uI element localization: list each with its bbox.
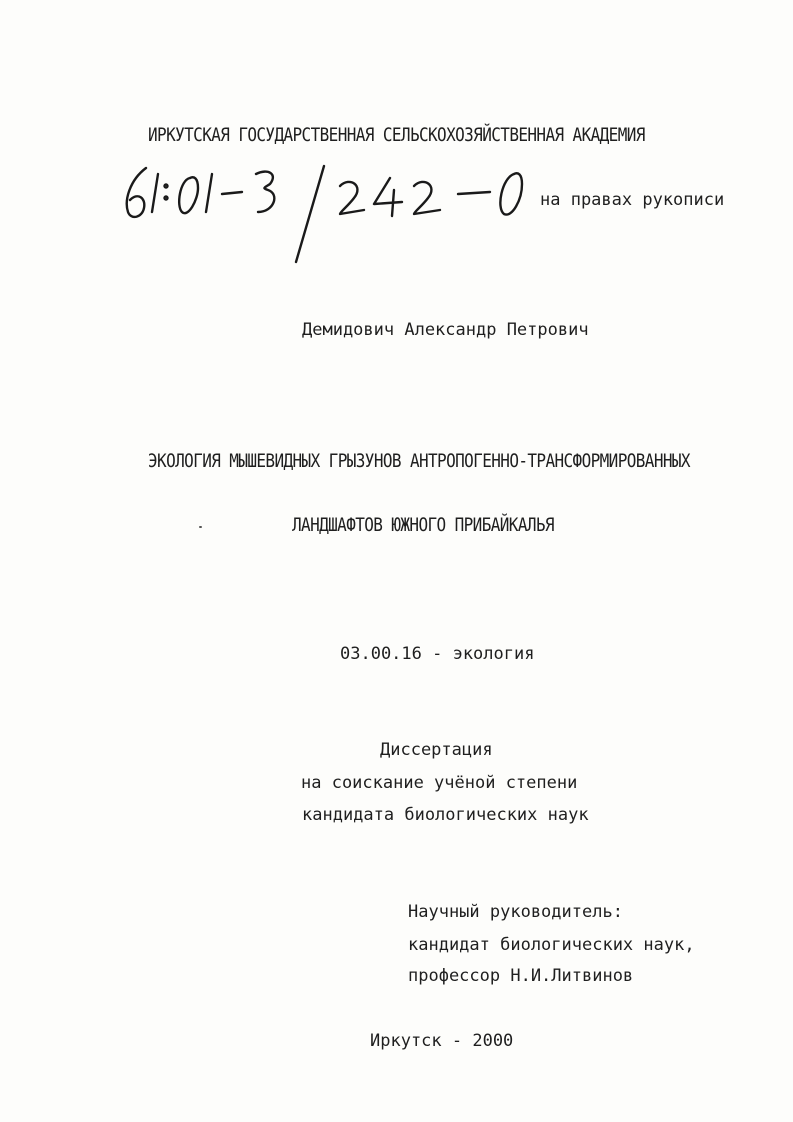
degree-line-3: кандидата биологических наук (302, 805, 589, 825)
institution-name: ИРКУТСКАЯ ГОСУДАРСТВЕННАЯ СЕЛЬСКОХОЗЯЙСТВЕННАЯ АКАДЕМИЯ (148, 123, 645, 146)
supervisor-name: профессор Н.И.Литвинов (408, 966, 634, 986)
degree-line-2: на соискание учёной степени (301, 773, 578, 793)
place-and-year: Иркутск - 2000 (370, 1031, 514, 1051)
title-line-2: ЛАНДШАФТОВ ЮЖНОГО ПРИБАЙКАЛЬЯ (292, 513, 554, 536)
degree-line-1: Диссертация (380, 740, 493, 760)
scan-speck (199, 526, 202, 528)
handwritten-archive-number (118, 160, 538, 265)
specialty-code: 03.00.16 - экология (340, 644, 535, 664)
supervisor-label: Научный руководитель: (408, 902, 623, 922)
manuscript-note: на правах рукописи (540, 190, 725, 210)
supervisor-degree: кандидат биологических наук, (408, 935, 695, 955)
title-line-1: ЭКОЛОГИЯ МЫШЕВИДНЫХ ГРЫЗУНОВ АНТРОПОГЕННО-ТРАНСФОРМИРОВАННЫХ (148, 449, 690, 472)
author-name: Демидович Александр Петрович (302, 320, 589, 340)
